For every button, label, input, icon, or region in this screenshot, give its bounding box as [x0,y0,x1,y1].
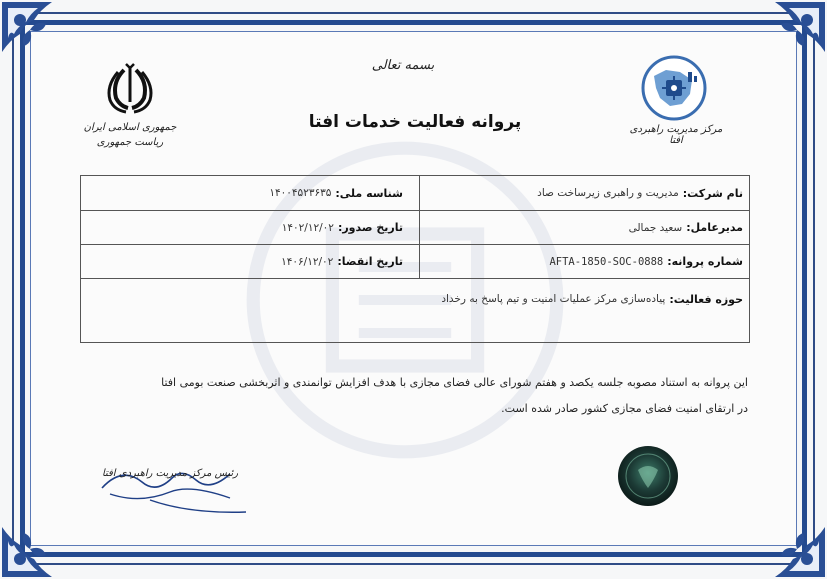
iran-emblem-icon [102,62,158,114]
iran-emblem-caption [78,120,182,150]
license-statement [80,370,748,422]
license-number-cell [423,245,743,278]
signatory-title: رئیس مرکز مدیریت راهبردی افتا [101,468,239,479]
corner-ornament-icon [0,0,62,62]
bismillah: بسمه تعالی [371,58,435,73]
table-row [81,176,749,211]
table-row [81,245,749,279]
issue-date-value: ۱۴۰۲/۱۲/۰۲ [281,221,334,234]
activity-scope-label: حوزه فعالیت: [669,293,743,306]
column-divider [419,176,420,279]
activity-scope-value: پیاده‌سازی مرکز عملیات امنیت و تیم پاسخ به رخداد [441,293,666,305]
corner-ornament-icon [0,517,62,579]
company-name-cell [423,176,743,210]
statement-line-2: در ارتقای امنیت فضای مجازی کشور صادر شده است. [501,402,748,415]
issue-date-label: تاریخ صدور: [337,221,403,234]
expiry-date-label: تاریخ انقضا: [337,255,403,268]
company-name-label: نام شرکت: [682,186,743,200]
table-row [81,211,749,245]
corner-ornament-icon [765,0,827,62]
statement-line-1: این پروانه به استناد مصوبه جلسه یکصد و هفتم شورای عالی فضای مجازی با هدف افزایش توانمندی و اثربخشی صنعت بومی افتا [161,376,748,389]
afta-logo-icon [640,54,708,122]
corner-ornament-icon [765,517,827,579]
license-number-value: AFTA-1850-SOC-0888 [549,255,664,268]
expiry-date-value: ۱۴۰۶/۱۲/۰۲ [281,255,334,268]
certificate-title: پروانه فعالیت خدمات افتا [308,112,522,132]
issue-date-cell [85,211,403,244]
ceo-value: سعید جمالی [628,221,683,234]
emblem-line-2: ریاست جمهوری [96,137,164,148]
national-id-cell [85,176,403,210]
national-id-label: شناسه ملی: [335,186,403,200]
signature-icon [90,450,260,520]
ceo-cell [423,211,743,244]
company-name-value: مدیریت و راهبری زیرساخت صاد [537,187,679,199]
expiry-date-cell [85,245,403,278]
license-number-label: شماره پروانه: [667,255,743,268]
license-details-table [80,175,750,343]
activity-scope-cell [87,279,743,342]
security-hologram-icon [616,444,680,508]
emblem-line-1: جمهوری اسلامی ایران [83,122,177,133]
ceo-label: مدیرعامل: [686,221,743,234]
table-row [81,279,749,342]
afta-logo-caption: مرکز مدیریت راهبردی افتا [629,124,723,146]
national-id-value: ۱۴۰۰۴۵۲۳۶۳۵ [269,187,332,199]
